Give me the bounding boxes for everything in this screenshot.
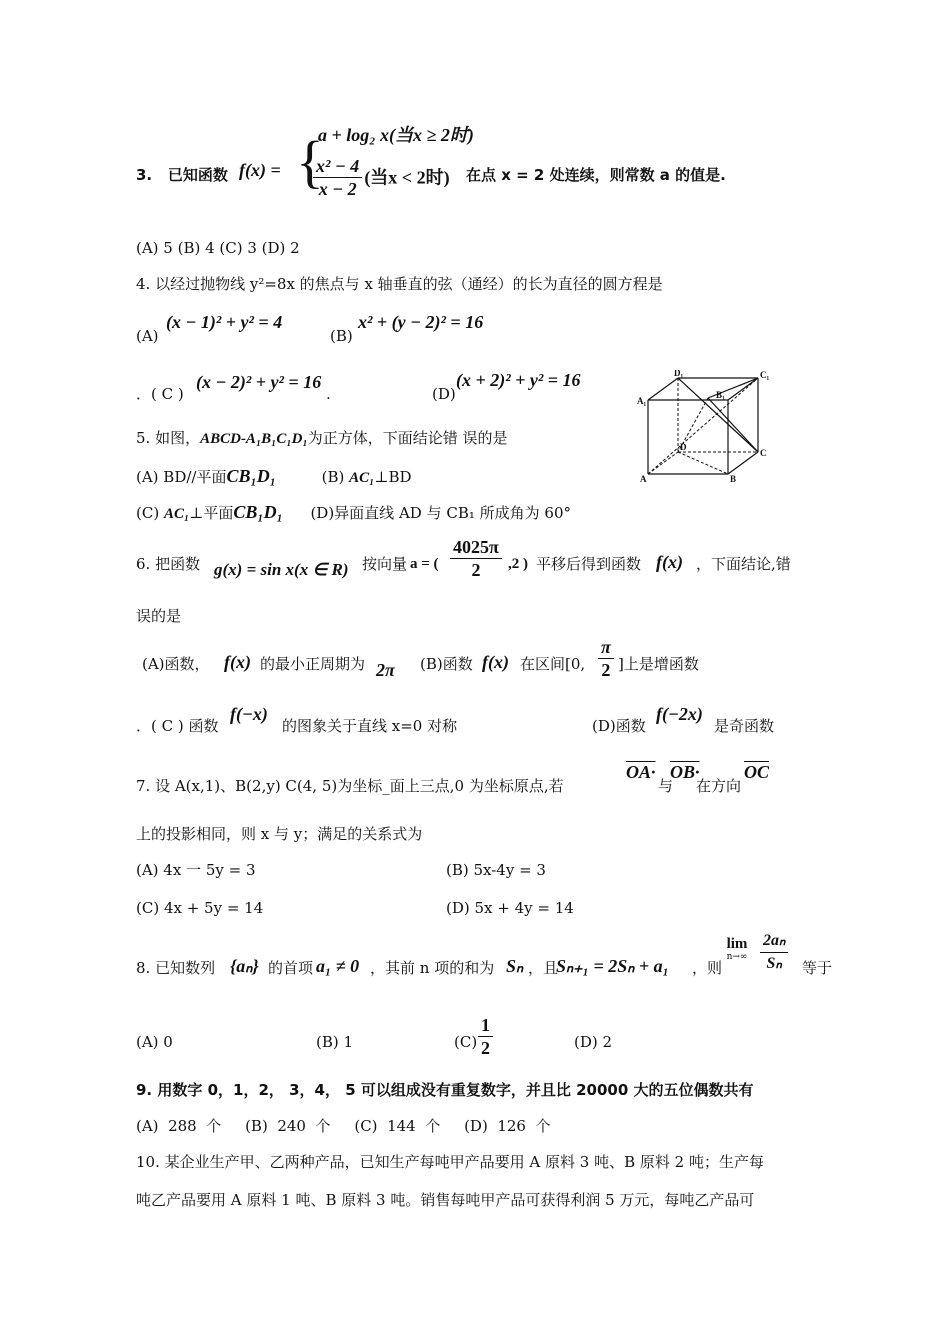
q4-d-label: (D) (432, 385, 456, 403)
q7-oa: OA· (626, 762, 656, 782)
q8-an: {aₙ} (230, 956, 259, 976)
q3-case2 (311, 155, 450, 200)
q6-a-fx: f(x) (224, 652, 251, 672)
q6-line2: 误的是 (136, 607, 182, 625)
q7-mid2: 在方向 (696, 777, 742, 795)
q6-g: g(x) = sin x(x ∈ R) (214, 560, 349, 579)
q6-b-den: 2 (601, 660, 611, 680)
q5-cd (136, 502, 571, 524)
cube-hidden-diagonal (648, 378, 758, 474)
q10-line1: 10. 某企业生产甲、乙两种产品，已知生产每吨甲产品要用 A 原料 3 吨、B 原料 2 吨；生产每 (136, 1153, 764, 1171)
cube-label-b1: B₁ (716, 390, 725, 400)
q7-a: (A) 4x 一 5y = 3 (136, 861, 256, 879)
cube-label-d: D (680, 442, 687, 452)
q7-d: (D) 5x + 4y = 14 (446, 899, 574, 917)
cube-figure (636, 370, 772, 486)
q5-text: 为正方体，下面结论错 误的是 (307, 429, 508, 447)
q6-vec: a = ( (410, 556, 439, 572)
cube-hidden-diagonal (678, 452, 728, 474)
q8-t5: 等于 (802, 959, 833, 977)
q6-c-tail: 的图象关于直线 x=0 对称 (282, 717, 458, 735)
q7-c: (C) 4x + 5y = 14 (136, 899, 264, 917)
q9-text: 9. 用数字 0，1，2， 3，4， 5 可以组成没有重复数字，并且比 20000 大的五位偶数共有 (136, 1081, 754, 1099)
q6-d-pre: (D)函数 (592, 717, 646, 735)
q6-a-mid: 的最小正周期为 (260, 655, 366, 673)
q8-a: (A) 0 (136, 1033, 173, 1051)
cube-diagonal (708, 398, 758, 452)
q6-vec-end: ,2 ) (508, 556, 528, 572)
q6-num: 6. 把函数 (136, 555, 201, 573)
q4-a-label: (A) (136, 327, 159, 345)
q7-oc: $\overline{OC}$ (744, 762, 770, 782)
q8-sn: Sₙ (506, 956, 524, 976)
q5-c-expr1: AC₁ (163, 506, 190, 522)
q8-a1: a₁ ≠ 0 (316, 956, 360, 976)
q5-b-expr: AC₁ (349, 470, 375, 486)
q6-b-pre: (B)函数 (420, 655, 473, 673)
q7-mid: 与 (658, 777, 674, 795)
q6-frac-den: 2 (471, 560, 481, 580)
q8-c-num: 1 (478, 1014, 493, 1037)
cube-edge (648, 378, 678, 400)
q8-d: (D) 2 (574, 1033, 613, 1051)
q6-b-frac (598, 636, 614, 681)
q8-lim-word: lim (726, 936, 748, 952)
q5-num: 5. 如图， (136, 429, 201, 447)
q6-fx: f(x) (656, 552, 683, 572)
q4-c-label: ．( C ) (136, 385, 184, 403)
q3-prefix: 3. 已知函数 (136, 166, 228, 184)
cube-edge (728, 452, 758, 474)
q5-b-tail: ⊥BD (374, 468, 412, 486)
q3-case2-den: x − 2 (318, 179, 357, 199)
q8-lim-num: 2aₙ (760, 930, 788, 953)
q8-c-frac (478, 1014, 493, 1059)
q8-t4: ，则 (692, 959, 723, 977)
q5-stem (136, 428, 507, 449)
q9-options: (A) 288 个 (B) 240 个 (C) 144 个 (D) 126 个 (136, 1117, 551, 1135)
q8-t1: 的首项 (268, 959, 314, 977)
q5-c-expr2: CB₁D₁ (233, 502, 283, 522)
q8-t2: ，其前 n 项的和为 (370, 959, 495, 977)
cube-label-a1: A₁ (637, 396, 647, 406)
q6-d-tail: 是奇函数 (714, 717, 775, 735)
q8-lim-frac (760, 930, 788, 975)
q5-ab (136, 466, 412, 488)
q6-c-pre: ．( C ) 函数 (136, 717, 219, 735)
q4-b-expr: x² + (y − 2)² = 16 (358, 312, 484, 332)
q6-frac-num: 4025π (450, 536, 502, 559)
q8-c-den: 2 (481, 1038, 490, 1058)
q3-case2-cond: (当x < 2时) (364, 167, 450, 188)
q8-lim (716, 936, 758, 962)
q7-b: (B) 5x-4y = 3 (446, 861, 546, 879)
q5-d: (D)异面直线 AD 与 CB₁ 所成角为 60° (310, 504, 571, 522)
q5-b-label: (B) (321, 468, 345, 486)
q8-num: 8. 已知数列 (136, 959, 216, 977)
q6-mid: 按向量 (362, 555, 408, 573)
q6-b-mid: 在区间[0, (520, 655, 586, 673)
q6-c-fx: f(−x) (230, 704, 268, 724)
q5-a: (A) BD//平面 (136, 468, 227, 486)
q3-fx: f(x) = (239, 160, 281, 180)
q10-line2: 吨乙产品要用 A 原料 1 吨、B 原料 3 吨。销售每吨甲产品可获得利润 5 万元，每吨乙产品可 (136, 1191, 755, 1209)
cube-label-c: C (760, 448, 767, 458)
q6-b-tail: ]上是增函数 (618, 655, 699, 673)
q3-case1: a + log₂ x(当x ≥ 2时) (318, 125, 474, 145)
q6-tail: 平移后得到函数 (536, 555, 642, 573)
q7-line2: 上的投影相同，则 x 与 y；满足的关系式为 (136, 825, 423, 843)
q6-b-num: π (598, 636, 614, 659)
q5-a-expr: CB₁D₁ (226, 466, 277, 486)
q5-c-mid: ⊥平面 (189, 504, 234, 522)
q5-c-label: (C) (136, 504, 160, 522)
q5-cube-name: ABCD-A₁B₁C₁D₁ (200, 431, 308, 447)
cube-label-a: A (640, 474, 647, 484)
q3-options: (A) 5 (B) 4 (C) 3 (D) 2 (136, 239, 300, 257)
q7-ob: OB· (670, 762, 700, 782)
q8-lim-sub: n→∞ (726, 952, 748, 962)
q6-a-pre: (A)函数， (142, 655, 210, 673)
q6-b-fx: f(x) (482, 652, 509, 672)
q3-case2-num: x² − 4 (313, 155, 362, 178)
q8-lim-den: Sₙ (766, 955, 782, 972)
cube-label-d1: D₁ (674, 370, 684, 378)
q6-frac (450, 536, 502, 581)
q4-d-expr: (x + 2)² + y² = 16 (456, 370, 581, 390)
q3-brace: { (296, 129, 324, 194)
q3-suffix: 在点 x = 2 处连续，则常数 a 的值是. (466, 166, 726, 184)
q4-c-expr: (x − 2)² + y² = 16 (196, 372, 322, 392)
q6-tail2: ，下面结论,错 (696, 555, 791, 573)
q8-c-label: (C) (454, 1033, 478, 1051)
q8-rel: Sₙ₊₁ = 2Sₙ + a₁ (556, 956, 669, 976)
cube-label-b: B (730, 474, 737, 484)
cube-label-c1: C₁ (760, 370, 770, 380)
q4-c-end: . (326, 385, 331, 403)
q6-a-val: 2π (376, 660, 395, 680)
q8-b: (B) 1 (316, 1033, 354, 1051)
q6-d-fx: f(−2x) (656, 704, 703, 724)
q7-text: 7. 设 A(x,1)、B(2,y) C(4, 5)为坐标_面上三点,0 为坐标原点,若 (136, 777, 564, 795)
q4-a-expr: (x − 1)² + y² = 4 (166, 312, 283, 332)
q4-text: 4. 以经过抛物线 y²=8x 的焦点与 x 轴垂直的弦（通经）的长为直径的圆方程是 (136, 275, 663, 293)
q4-b-label: (B) (330, 327, 353, 345)
q8-t3: ，且 (528, 959, 559, 977)
